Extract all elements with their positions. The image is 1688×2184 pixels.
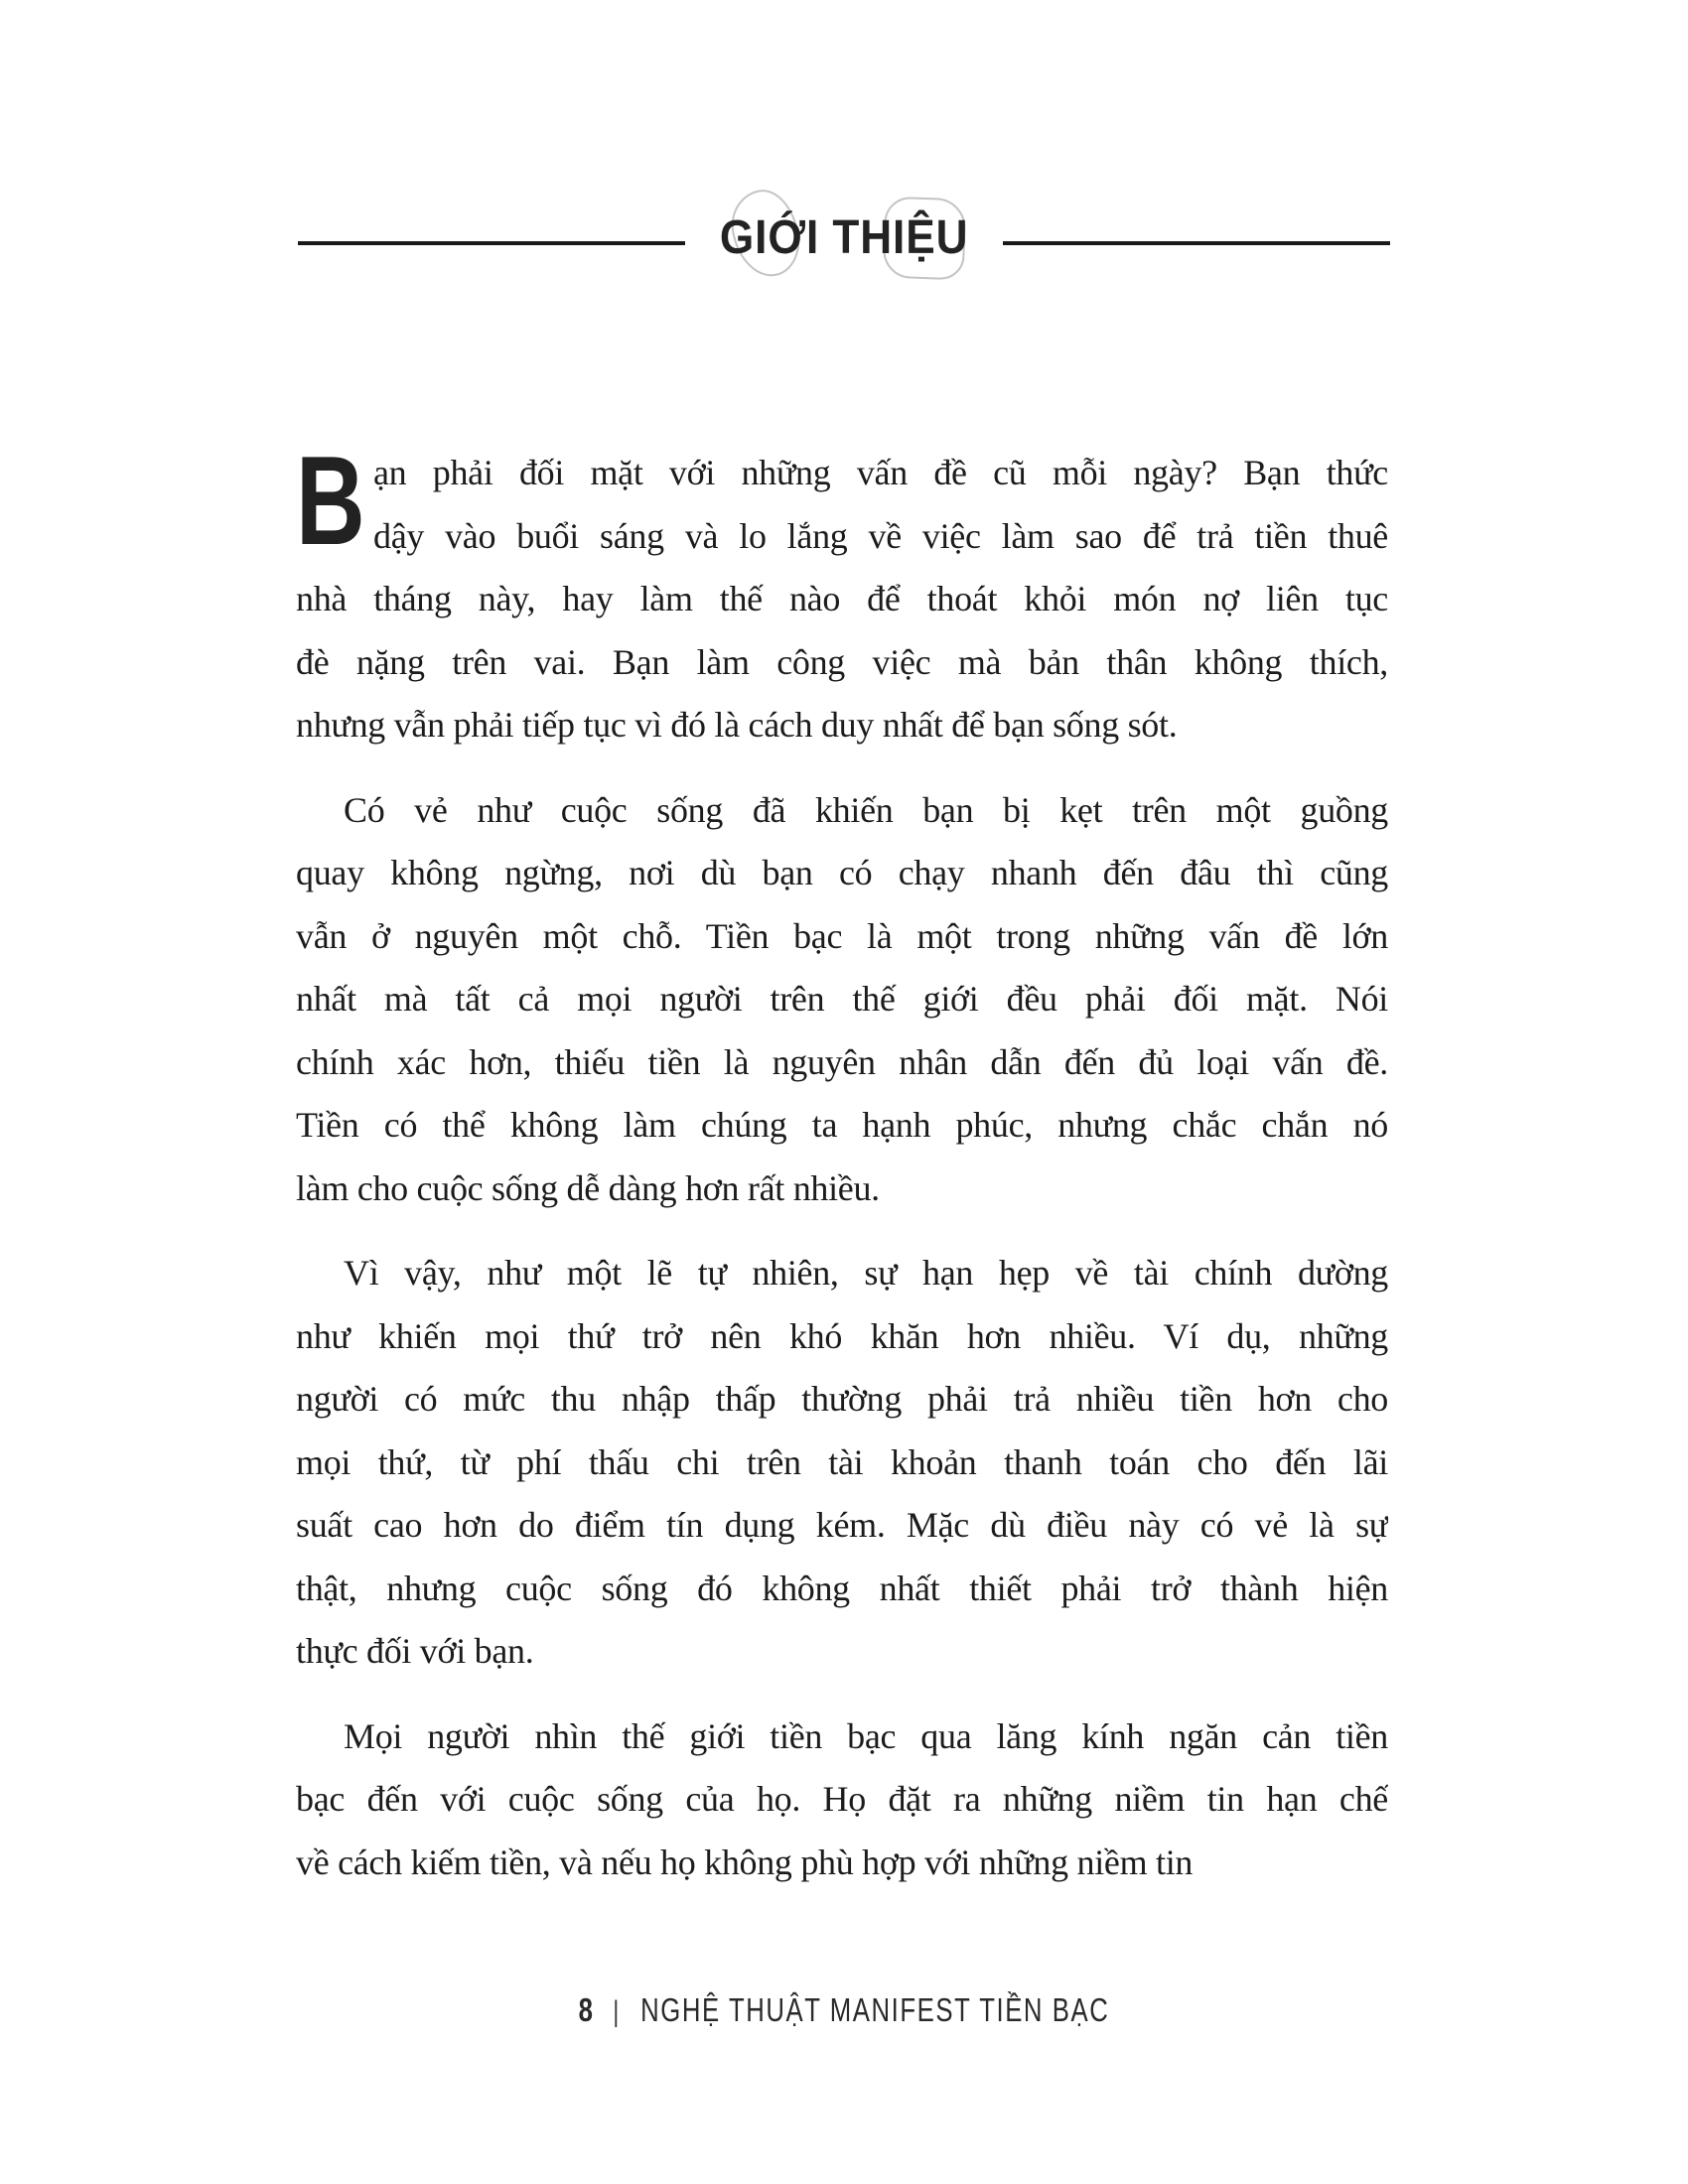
text-line: về cách kiếm tiền, và nếu họ không phù hợp với những niềm tin xyxy=(296,1842,1194,1882)
text-line: Mọi người nhìn thế giới tiền bạc qua lăng kính ngăn cản tiền xyxy=(344,1715,1388,1756)
text-line: nhất mà tất cả mọi người trên thế giới đều phải đối mặt. Nói xyxy=(296,979,1388,1019)
text-line: Vì vậy, như một lẽ tự nhiên, sự hạn hẹp về tài chính dường xyxy=(344,1253,1388,1293)
drop-cap: B xyxy=(296,430,365,571)
text-line: thực đối với bạn. xyxy=(296,1631,534,1671)
footer-separator-icon: | xyxy=(613,1995,621,2028)
text-line: người có mức thu nhập thấp thường phải trả nhiều tiền hơn cho xyxy=(296,1379,1388,1419)
paragraph xyxy=(296,1242,1388,1684)
text-line: đè nặng trên vai. Bạn làm công việc mà bản thân không thích, xyxy=(296,641,1388,682)
text-line: như khiến mọi thứ trở nên khó khăn hơn nhiều. Ví dụ, những xyxy=(296,1315,1388,1356)
chapter-header xyxy=(298,199,1390,288)
paragraph xyxy=(296,1706,1388,1895)
paragraph xyxy=(296,430,1388,757)
text-line: ạn phải đối mặt với những vấn đề cũ mỗi ngày? Bạn thức xyxy=(373,453,1388,492)
header-rule-left xyxy=(298,241,685,245)
text-line: thật, nhưng cuộc sống đó không nhất thiết phải trở thành hiện xyxy=(296,1568,1388,1608)
text-line: nhà tháng này, hay làm thế nào để thoát khỏi món nợ liên tục xyxy=(296,579,1388,618)
text-line: bạc đến với cuộc sống của họ. Họ đặt ra những niềm tin hạn chế xyxy=(296,1779,1388,1819)
paragraph xyxy=(296,779,1388,1221)
text-line: suất cao hơn do điểm tín dụng kém. Mặc dù điều này có vẻ là sự xyxy=(296,1505,1388,1545)
chapter-title-wrap xyxy=(707,205,981,282)
text-line: dậy vào buổi sáng và lo lắng về việc làm sao để trả tiền thuê xyxy=(373,515,1388,556)
text-line: quay không ngừng, nơi dù bạn có chạy nhanh đến đâu thì cũng xyxy=(296,853,1388,892)
page-footer xyxy=(186,1991,1502,2029)
text-line: làm cho cuộc sống dễ dàng hơn rất nhiều. xyxy=(296,1167,880,1208)
text-line: Có vẻ như cuộc sống đã khiến bạn bị kẹt trên một guồng xyxy=(344,789,1388,830)
text-line: Tiền có thể không làm chúng ta hạnh phúc, nhưng chắc chắn nó xyxy=(296,1105,1388,1145)
text-line: vẫn ở nguyên một chỗ. Tiền bạc là một trong những vấn đề lớn xyxy=(296,915,1388,956)
page-body xyxy=(296,430,1388,1894)
text-line: mọi thứ, từ phí thấu chi trên tài khoản thanh toán cho đến lãi xyxy=(296,1441,1388,1482)
book-title: NGHỆ THUẬT MANIFEST TIỀN BẠC xyxy=(640,1991,1110,2028)
text-line: chính xác hơn, thiếu tiền là nguyên nhân dẫn đến đủ loại vấn đề. xyxy=(296,1041,1388,1082)
text-line: nhưng vẫn phải tiếp tục vì đó là cách duy nhất để bạn sống sót. xyxy=(296,705,1178,745)
page-number: 8 xyxy=(578,1991,593,2028)
header-rule-right xyxy=(1003,241,1390,245)
chapter-title: GIỚI THIỆU xyxy=(719,210,969,264)
